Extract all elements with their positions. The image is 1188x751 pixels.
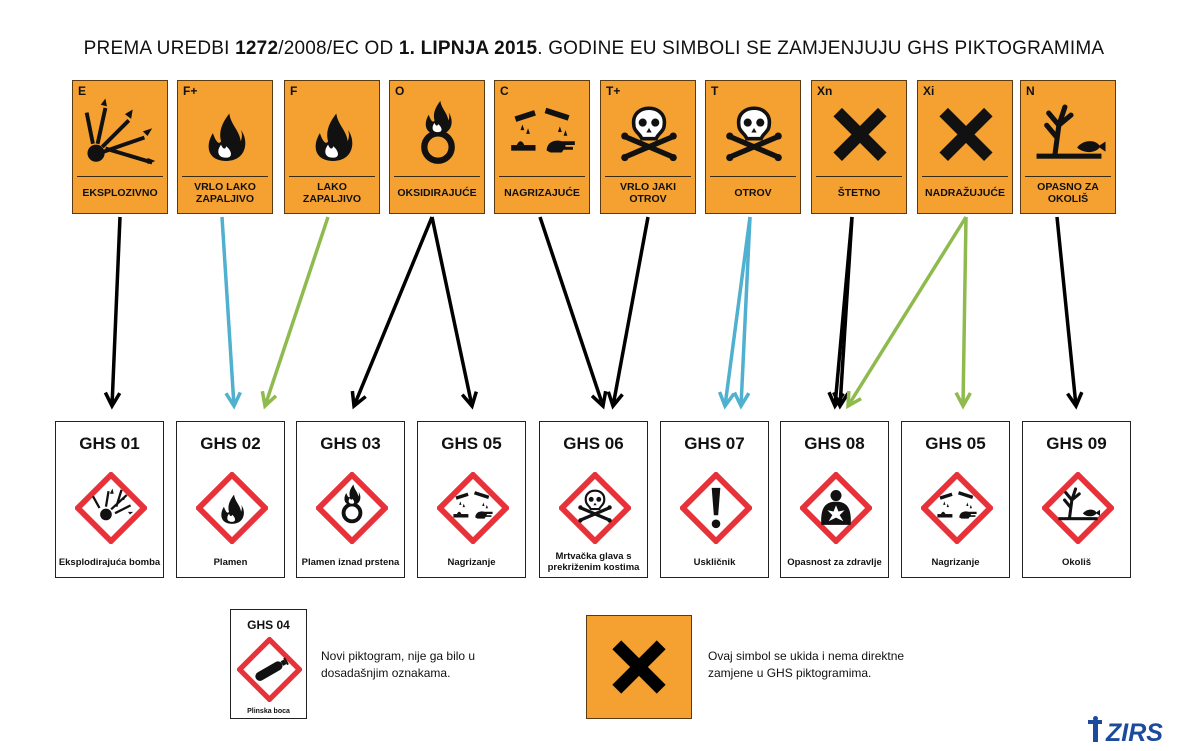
zirs-logo [1086,716,1182,744]
exclamation-icon [680,472,752,544]
health-hazard-icon [800,472,872,544]
ghs-code: GHS 02 [200,434,261,453]
ghs-code: GHS 05 [441,434,502,453]
ghs-code: GHS 06 [563,434,624,453]
eu-symbol-code: Xn [817,84,833,98]
ghs-card-4 [539,421,648,578]
ghs-name: Nagrizanje [447,556,496,568]
ghs04-note: Novi piktogram, nije ga bilo u dosadašnjim oznakama. [321,649,476,680]
eu-symbol-code: C [500,84,509,98]
exploding-bomb-icon [75,472,147,544]
ghs-code: GHS 09 [1046,434,1107,453]
ghs-name: Nagrizanje [931,556,980,568]
eu-symbol-6 [705,80,801,214]
ghs-name: Okoliš [1061,556,1092,568]
eu-symbol-9 [1020,80,1116,214]
eu-symbol-label: OKSIDIRAJUĆE [394,176,480,209]
eu-symbol-2 [284,80,380,214]
arrow-line [540,217,603,406]
explosion-icon [80,97,162,175]
arrow-line [848,217,966,406]
cross-icon [819,97,901,175]
removed-note: Ovaj simbol se ukida i nema direktne zamjene u GHS piktogramima. [708,649,905,680]
cross-icon [925,97,1007,175]
eu-symbol-code: Xi [923,84,935,98]
ghs-card-3 [417,421,526,578]
arrow-line [265,217,328,406]
dead-tree-icon [1028,97,1110,175]
ghs-code: GHS 05 [925,434,986,453]
flame-icon [196,472,268,544]
ghs-card-7 [901,421,1010,578]
ghs-card-1 [176,421,285,578]
eu-symbol-8 [917,80,1013,214]
eu-symbol-5 [600,80,696,214]
ghs04-code: GHS 04 [247,618,290,632]
skull-icon [559,472,631,544]
eu-symbol-label: LAKO ZAPALJIVO [289,176,375,209]
environment-icon [1042,472,1114,544]
flame-icon [292,97,374,175]
page-title: PREMA UREDBI 1272/2008/EC OD 1. LIPNJA 2015. GODINE EU SIMBOLI SE ZAMJENJUJU GHS PIKTOGRAMIMA [83,38,1105,59]
arrow-line [963,217,966,406]
eu-symbol-label: OTROV [710,176,796,209]
ghs-code: GHS 07 [684,434,745,453]
eu-symbol-3 [389,80,485,214]
skull-icon [713,97,795,175]
flame-over-circle-icon [316,472,388,544]
skull-icon [608,97,690,175]
ghs-code: GHS 01 [79,434,140,453]
eu-symbol-label: NAGRIZAJUĆE [499,176,585,209]
eu-symbol-label: OPASNO ZA OKOLIŠ [1025,176,1111,209]
corrosion-icon [437,472,509,544]
ghs-card-0 [55,421,164,578]
eu-symbol-7 [811,80,907,214]
arrow-line [222,217,234,406]
ghs-code: GHS 03 [320,434,381,453]
arrow-line [613,217,648,406]
eu-symbol-code: N [1026,84,1035,98]
ghs-name: Opasnost za zdravlje [787,556,882,568]
eu-symbol-label: EKSPLOZIVNO [77,176,163,209]
ghs-name: Plamen [213,556,248,568]
cross-icon [601,630,677,704]
removed-symbol [586,615,692,719]
corrosion-icon [502,97,584,175]
ghs-name: Eksplodirajuća bomba [58,556,161,568]
arrow-line [354,217,432,406]
flame-icon [185,97,267,175]
ghs-card-5 [660,421,769,578]
flame-over-circle-icon [397,97,479,175]
eu-symbol-0 [72,80,168,214]
eu-symbol-label: VRLO JAKI OTROV [605,176,691,209]
svg-text:ZIRS: ZIRS [1106,719,1163,744]
eu-symbol-label: NADRAŽUJUĆE [922,176,1008,209]
eu-symbol-4 [494,80,590,214]
eu-symbol-code: T [711,84,719,98]
eu-symbol-code: F [290,84,298,98]
eu-symbol-1 [177,80,273,214]
ghs-card-2 [296,421,405,578]
arrow-line [112,217,120,406]
eu-symbol-code: E [78,84,87,98]
eu-symbol-code: T+ [606,84,621,98]
ghs-name: Mrtvačka glava s prekriženim kostima [547,551,640,573]
arrow-line [1057,217,1076,406]
ghs04-name: Plinska boca [247,707,290,715]
eu-symbol-code: F+ [183,84,198,98]
ghs-code: GHS 08 [804,434,865,453]
gas-cylinder-icon [237,637,302,702]
eu-symbol-code: O [395,84,405,98]
arrow-line [432,217,472,406]
ghs04-card [230,609,307,719]
corrosion-icon [921,472,993,544]
ghs-card-6 [780,421,889,578]
ghs-name: Uskličnik [693,556,736,568]
eu-symbol-label: ŠTETNO [816,176,902,209]
eu-symbol-label: VRLO LAKO ZAPALJIVO [182,176,268,209]
ghs-name: Plamen iznad prstena [301,556,400,568]
ghs-card-8 [1022,421,1131,578]
